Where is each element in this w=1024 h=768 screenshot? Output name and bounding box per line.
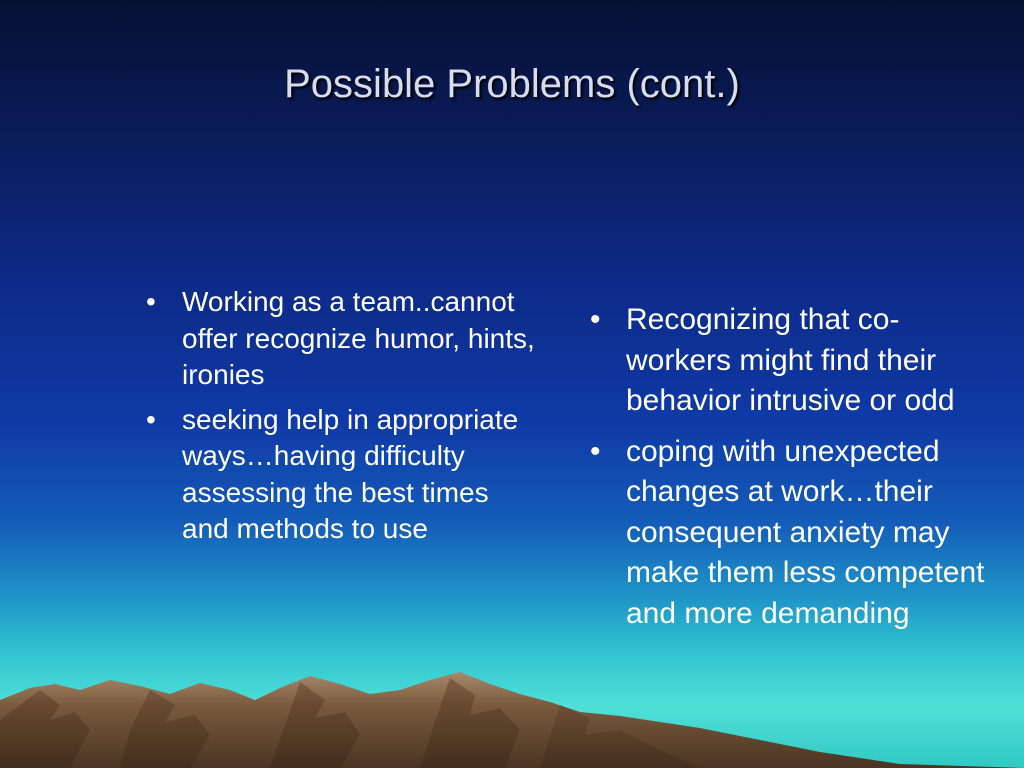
bullet-text: coping with unexpected changes at work…their consequent anxiety may make them less competent and more demanding (626, 434, 985, 630)
list-item (584, 300, 994, 422)
bullet-icon: • (590, 434, 601, 468)
list-item (140, 284, 540, 394)
bullet-text: seeking help in appropriate ways…having difficulty assessing the best times and methods to use (182, 403, 519, 544)
right-bullet-list (584, 300, 994, 644)
bullet-icon: • (590, 303, 601, 336)
slide-title: Possible Problems (cont.) (284, 62, 740, 106)
list-item (584, 432, 994, 635)
bullet-text: Recognizing that co-workers might find their behavior intrusive or odd (626, 303, 955, 417)
list-item (140, 402, 540, 548)
left-bullet-list (140, 284, 540, 556)
bullet-icon: • (146, 286, 156, 317)
bullet-icon: • (146, 403, 156, 435)
bullet-text: Working as a team..cannot offer recognize humor, hints, ironies (182, 286, 535, 390)
